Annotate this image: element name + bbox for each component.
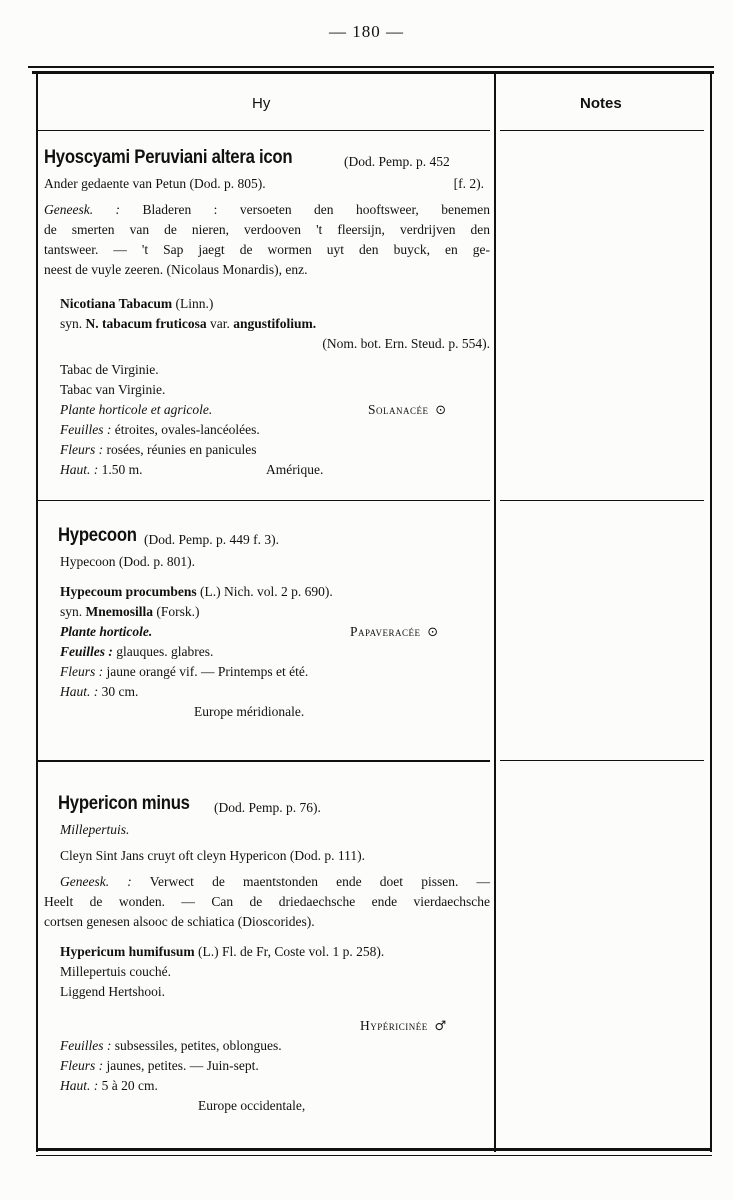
haut-text: 1.50 m. xyxy=(101,462,143,477)
entry-hypericon xyxy=(44,794,490,1116)
feuilles-text: subsessiles, petites, oblongues. xyxy=(114,1038,282,1053)
bottom-rule xyxy=(36,1155,712,1156)
species-authority: (Linn.) xyxy=(175,296,214,311)
geneesk-text: Bladeren : versoeten den hooftsweer, benemen xyxy=(142,202,490,217)
entry-title-ref: (Dod. Pemp. p. 452 xyxy=(344,154,450,169)
family-name: Hypéricinée xyxy=(360,1018,428,1033)
feuilles-text: étroites, ovales-lancéolées. xyxy=(114,422,260,437)
region: Europe occidentale, xyxy=(198,1098,306,1113)
synonym-name: Mnemosilla xyxy=(85,604,154,619)
family-name: Papaveracée xyxy=(350,624,421,639)
geneesk-text: Heelt de wonden. — Can de driedaechsche ende vierdaechsche xyxy=(44,894,490,909)
common-name: Tabac van Virginie. xyxy=(60,382,166,397)
syn-authority: (Forsk.) xyxy=(156,604,200,619)
syn-var: var. xyxy=(210,316,230,331)
fleurs-text: jaunes, petites. — Juin-sept. xyxy=(106,1058,259,1073)
entry-title: Hypecoon xyxy=(58,525,137,546)
haut-text: 30 cm. xyxy=(101,684,139,699)
geneesk-text: Verwect de maentstonden ende doet pissen. — xyxy=(149,874,490,889)
annual-symbol-icon: ⊙ xyxy=(435,403,447,418)
geneesk-label: Geneesk. : xyxy=(44,202,121,217)
region: Europe méridionale. xyxy=(194,704,305,719)
family-name: Solanacée xyxy=(368,402,429,417)
geneesk-text: tantsweer. — 't Sap jaegt de wormen uyt den buyck, en ge- xyxy=(44,242,490,257)
species-name: Hypericum humifusum xyxy=(60,944,195,959)
feuilles-label: Feuilles : xyxy=(60,1038,112,1053)
feuilles-label: Feuilles : xyxy=(60,422,112,437)
geneesk-text: de smerten van de nieren, verdooven 't fleersijn, verdrijven den xyxy=(44,222,490,237)
entry-title: Hypericon minus xyxy=(58,793,190,814)
haut-text: 5 à 20 cm. xyxy=(101,1078,158,1093)
fleurs-label: Fleurs : xyxy=(60,664,104,679)
haut-label: Haut. : xyxy=(60,462,99,477)
fleurs-label: Fleurs : xyxy=(60,1058,104,1073)
entry-line-ref: [f. 2). xyxy=(453,176,484,191)
notes-rule xyxy=(500,760,704,761)
species-name: Nicotiana Tabacum xyxy=(60,296,173,311)
region: Amérique. xyxy=(266,462,324,477)
entry-title-ref: (Dod. Pemp. p. 76). xyxy=(214,800,321,815)
syn-prefix: syn. xyxy=(60,316,83,331)
plante-type: Plante horticole. xyxy=(60,624,153,639)
entry-hyoscyami xyxy=(44,148,490,480)
geneesk-label: Geneesk. : xyxy=(60,874,132,889)
annual-symbol-icon: ⊙ xyxy=(427,625,439,640)
fleurs-label: Fleurs : xyxy=(60,442,104,457)
common-name: Tabac de Virginie. xyxy=(60,362,159,377)
page-number: — 180 — xyxy=(329,22,404,41)
top-rule xyxy=(28,66,714,68)
column-border-left xyxy=(36,72,38,1152)
top-rule-thick xyxy=(32,71,714,74)
feuilles-text: glauques. glabres. xyxy=(116,644,214,659)
header-rule-main xyxy=(38,130,490,131)
syn-prefix: syn. xyxy=(60,604,83,619)
fleurs-text: rosées, réunies en panicules xyxy=(106,442,257,457)
perennial-symbol-icon: ♂ xyxy=(434,1019,447,1034)
feuilles-label: Feuilles : xyxy=(60,644,113,659)
notes-rule xyxy=(500,500,704,501)
column-header-main: Hy xyxy=(252,95,271,112)
column-header-notes: Notes xyxy=(580,95,622,112)
species-ref: (L.) Nich. vol. 2 p. 690). xyxy=(200,584,333,599)
entry-line: Hypecoon (Dod. p. 801). xyxy=(60,554,195,569)
common-name: Liggend Hertshooi. xyxy=(60,984,165,999)
synonym-name: N. tabacum fruticosa xyxy=(85,316,207,331)
entry-title-ref: (Dod. Pemp. p. 449 f. 3). xyxy=(144,532,279,547)
geneesk-text: cortsen genesen alsooc de schiatica (Dioscorides). xyxy=(44,914,315,929)
haut-label: Haut. : xyxy=(60,1078,99,1093)
geneesk-text: neest de vuyle zeeren. (Nicolaus Monardis), enz. xyxy=(44,262,308,277)
species-name: Hypecoum procumbens xyxy=(60,584,197,599)
column-border-middle xyxy=(494,72,496,1152)
common-name: Millepertuis. xyxy=(60,822,130,837)
section-rule xyxy=(38,760,490,762)
synonym-ref: (Nom. bot. Ern. Steud. p. 554). xyxy=(322,336,490,351)
column-border-right xyxy=(710,72,712,1152)
fleurs-text: jaune orangé vif. — Printemps et été. xyxy=(106,664,309,679)
entry-line: Cleyn Sint Jans cruyt oft cleyn Hypericon (Dod. p. 111). xyxy=(60,848,365,863)
header-rule-notes xyxy=(500,130,704,131)
plante-type: Plante horticole et agricole. xyxy=(60,402,213,417)
species-ref: (L.) Fl. de Fr, Coste vol. 1 p. 258). xyxy=(198,944,385,959)
syn-var-name: angustifolium. xyxy=(233,316,317,331)
bottom-rule-thick xyxy=(36,1148,712,1151)
entry-line: Ander gedaente van Petun (Dod. p. 805). xyxy=(44,176,266,191)
section-rule xyxy=(38,500,490,501)
haut-label: Haut. : xyxy=(60,684,99,699)
entry-hypecoon xyxy=(44,526,490,722)
common-name: Millepertuis couché. xyxy=(60,964,171,979)
entry-title: Hyoscyami Peruviani altera icon xyxy=(44,147,293,168)
